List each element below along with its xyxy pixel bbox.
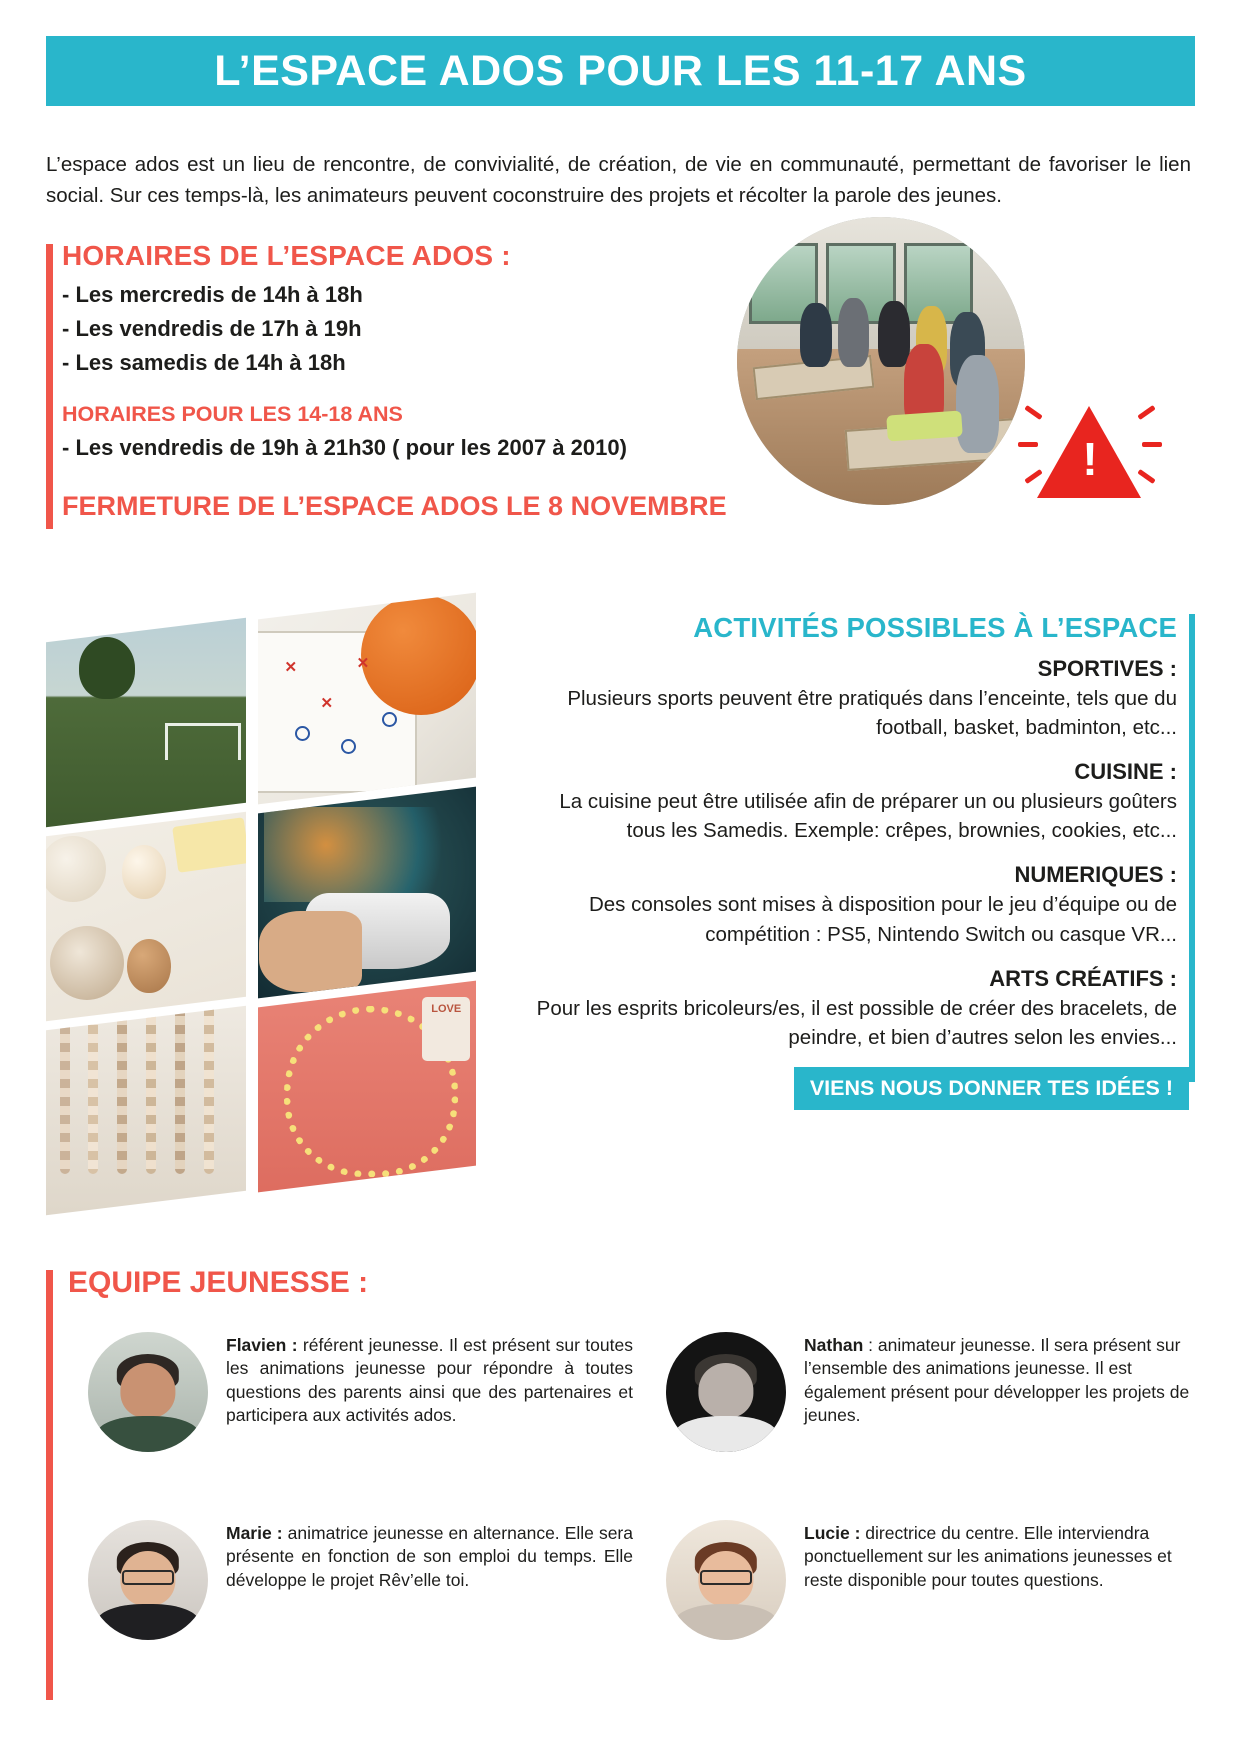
team-member-text xyxy=(804,1520,1211,1640)
team-member-nathan xyxy=(666,1332,1211,1452)
team-member-text xyxy=(226,1332,633,1452)
page-title: L’ESPACE ADOS POUR LES 11-17 ANS xyxy=(214,46,1027,95)
activities-title: ACTIVITÉS POSSIBLES À L’ESPACE xyxy=(693,612,1177,643)
team-member-name: Nathan xyxy=(804,1335,864,1355)
beaded-necklace-photo xyxy=(258,981,476,1193)
team-member-name: Marie : xyxy=(226,1523,283,1543)
activity-body-cuisine: La cuisine peut être utilisée afin de préparer un ou plusieurs goûters tous les Samedis. Exemple: crêpes, brownies, cookies, etc... xyxy=(559,790,1177,843)
activities-accent-bar xyxy=(1189,614,1195,1082)
schedule-section xyxy=(46,240,766,522)
teens-in-activity-room-photo xyxy=(737,217,1025,505)
team-member-description: : animateur jeunesse. Il sera présent sur l’ensemble des animations jeunesse. Il est également présent pour développer les projets de jeunes. xyxy=(804,1335,1190,1425)
team-member-name: Lucie : xyxy=(804,1523,861,1543)
warning-triangle-icon: ! xyxy=(1020,398,1160,508)
team-member-marie xyxy=(88,1520,633,1640)
avatar xyxy=(666,1332,786,1452)
avatar xyxy=(88,1520,208,1640)
team-section xyxy=(46,1266,1195,1720)
activity-heading-cuisine: CUISINE : xyxy=(1074,759,1177,785)
basketball-tactics-photo: ✕ ✕ ✕ xyxy=(258,593,476,805)
schedule-line-3: - Les samedis de 14h à 18h xyxy=(62,350,346,375)
video-game-controller-photo xyxy=(258,787,476,999)
activity-heading-sportives: SPORTIVES : xyxy=(1037,656,1177,681)
team-member-text xyxy=(804,1332,1211,1452)
avatar xyxy=(666,1520,786,1640)
activities-section xyxy=(518,612,1195,1100)
team-member-flavien xyxy=(88,1332,633,1452)
team-member-description: référent jeunesse. Il est présent sur toutes les animations jeunesse pour répondre à toutes questions des parents ainsi que des partenaires et participera aux activités ados. xyxy=(226,1335,633,1425)
schedule-accent-bar xyxy=(46,244,53,529)
activity-heading-arts-creatifs: ARTS CRÉATIFS : xyxy=(989,965,1177,991)
schedule-subtitle: HORAIRES POUR LES 14-18 ANS xyxy=(62,402,403,426)
schedule-subtitle-line: - Les vendredis de 19h à 21h30 ( pour les 2007 à 2010) xyxy=(62,435,627,460)
activity-body-arts-creatifs: Pour les esprits bricoleurs/es, il est possible de créer des bracelets, de peindre, et bien d’autres selon les envies... xyxy=(536,996,1177,1049)
schedule-line-2: - Les vendredis de 17h à 19h xyxy=(62,316,362,341)
header-banner xyxy=(46,36,1195,106)
intro-paragraph: L’espace ados est un lieu de rencontre, de convivialité, de création, de vie en communauté, permettant de favoriser le lien social. Sur ces temps-là, les animateurs peuvent coconstruire des projets et récolter la parole des jeunes. xyxy=(46,152,1191,207)
football-field-photo xyxy=(46,618,246,828)
love-tag-label: LOVE xyxy=(422,997,470,1061)
baking-ingredients-photo xyxy=(46,812,246,1022)
team-title: EQUIPE JEUNESSE : xyxy=(68,1266,369,1299)
team-accent-bar xyxy=(46,1270,53,1700)
team-member-description: directrice du centre. Elle interviendra ponctuellement sur les animations jeunesses et reste disponible pour toutes questions. xyxy=(804,1523,1172,1590)
closure-notice: FERMETURE DE L’ESPACE ADOS LE 8 NOVEMBRE xyxy=(62,491,727,521)
team-member-text xyxy=(226,1520,633,1640)
avatar xyxy=(88,1332,208,1452)
activity-photo-mosaic xyxy=(46,612,476,1200)
team-member-description: animatrice jeunesse en alternance. Elle sera présente en fonction de son emploi du temps. Elle développe le projet Rêv’elle toi. xyxy=(226,1523,633,1590)
team-member-name: Flavien : xyxy=(226,1335,298,1355)
activity-body-numeriques: Des consoles sont mises à disposition pour le jeu d’équipe ou de compétition : PS5, Nintendo Switch ou casque VR... xyxy=(588,893,1177,946)
team-member-lucie xyxy=(666,1520,1211,1640)
activity-body-sportives: Plusieurs sports peuvent être pratiqués dans l’enceinte, tels que du football, basket, badminton, etc... xyxy=(567,687,1177,740)
activity-heading-numeriques: NUMERIQUES : xyxy=(1014,862,1177,888)
activities-cta-banner: VIENS NOUS DONNER TES IDÉES ! xyxy=(794,1067,1189,1110)
beaded-bracelets-photo xyxy=(46,1006,246,1216)
schedule-line-1: - Les mercredis de 14h à 18h xyxy=(62,282,363,307)
schedule-title: HORAIRES DE L’ESPACE ADOS : xyxy=(62,240,511,271)
